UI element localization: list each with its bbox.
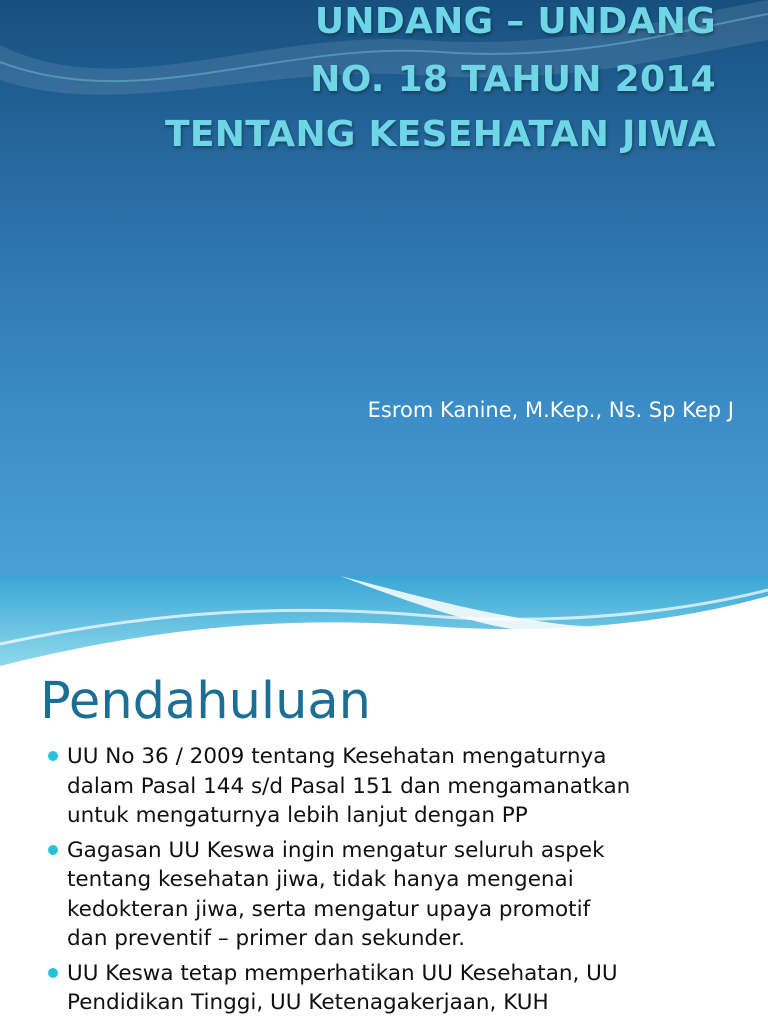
bullet-text-line: dan preventif – primer dan sekunder. (67, 926, 466, 951)
bullet-text-line: UU Keswa tetap memperhatikan UU Kesehatan, UU (67, 960, 618, 986)
title-line-3: TENTANG KESEHATAN JIWA (165, 114, 716, 155)
bullet-text-line: Pendidikan Tinggi, UU Ketenagakerjaan, KUH (67, 990, 549, 1015)
bullet-text-line: Gagasan UU Keswa ingin mengatur seluruh aspek (67, 837, 605, 863)
bullet-dot-icon (48, 845, 58, 855)
bullet-text-line: UU No 36 / 2009 tentang Kesehatan mengaturnya (67, 744, 607, 769)
bullet-text-line: untuk mengaturnya lebih lanjut dengan PP (67, 803, 528, 828)
bullet-dot-icon (48, 968, 58, 978)
title-line-2: NO. 18 TAHUN 2014 (310, 59, 716, 100)
bullet-text-line: dalam Pasal 144 s/d Pasal 151 dan mengamanatkan (67, 773, 631, 799)
bullet-item (0, 742, 768, 831)
bullet-list (0, 742, 768, 1023)
wave-decoration (0, 576, 768, 666)
author-name: Esrom Kanine, M.Kep., Ns. Sp Kep J (367, 398, 734, 422)
content-slide (0, 576, 768, 1024)
title-line-1: UNDANG – UNDANG (314, 1, 716, 42)
bullet-text-line: kedokteran jiwa, serta mengatur upaya promotif (67, 896, 591, 922)
bullet-text-line: tentang kesehatan jiwa, tidak hanya mengenai (67, 867, 574, 892)
bullet-item (0, 959, 768, 1018)
bullet-item (0, 836, 768, 954)
bullet-dot-icon (48, 751, 58, 761)
section-heading: Pendahuluan (40, 672, 371, 731)
